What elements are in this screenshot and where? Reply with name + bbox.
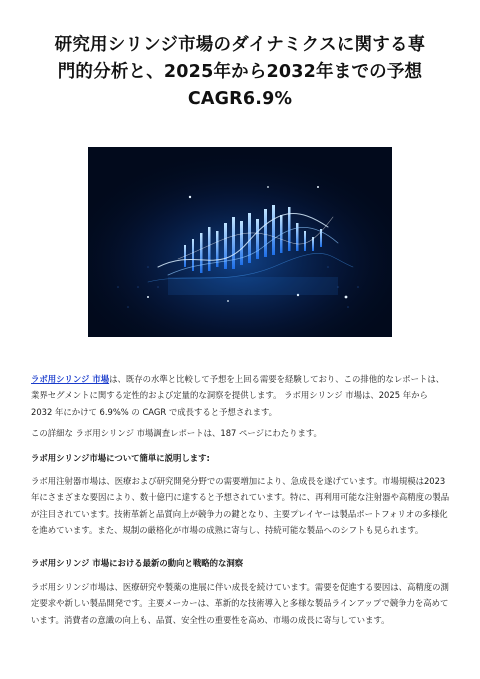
- title-line-1: 研究用シリンジ市場のダイナミクスに関する専: [54, 35, 426, 55]
- section-heading-overview: ラボ用シリンジ市場について簡単に説明します:: [31, 453, 210, 463]
- title-line-2: 門的分析と、2025年から2032年までの予想: [57, 62, 423, 82]
- pages-note: この詳細な ラボ用シリンジ 市場調査レポートは、187 ページにわたります。: [31, 428, 322, 438]
- financial-chart-image: [88, 147, 392, 337]
- title-line-3: CAGR6.9%: [187, 89, 293, 109]
- page-title: [28, 32, 452, 113]
- section-heading-trends: ラボ用シリンジ 市場における最新の動向と戦略的な洞察: [31, 558, 244, 568]
- intro-paragraph: [31, 371, 451, 420]
- hero-illustration: [88, 147, 392, 337]
- intro-text: は、既存の水準と比較して予想を上回る需要を経験しており、この排他的なレポートは、業界セグメントに関する定性的および定量的な洞察を提供します。 ラボ用シリンジ 市場は、2025 年から 2032 年にかけて 6.9%% の CAGR で成長すると予想されます。: [31, 374, 445, 417]
- market-report-link[interactable]: ラボ用シリンジ 市場: [31, 374, 110, 384]
- section-text-overview: ラボ用注射器市場は、医療および研究開発分野での需要増加により、急成長を遂げています。市場規模は2023年にさまざまな要因により、数十億円に達すると予想されています。特に、再利用可能な注射器や高精度の製品が注目されています。技術革新と品質向上が競争力の鍵となり、主要プレイヤーは製品ポートフォリオの多様化を進めています。また、規制の厳格化が市場の成熟に寄与し、持続可能な製品へのシフトも見られます。: [31, 476, 450, 536]
- section-text-trends: ラボ用シリンジ市場は、医療研究や製薬の進展に伴い成長を続けています。需要を促進する要因は、高精度の測定要求や新しい製品開発です。主要メーカーは、革新的な技術導入と多様な製品ラインアップで競争力を高めています。消費者の意識の向上も、品質、安全性の重要性を高め、市場の成長に寄与しています。: [31, 582, 449, 625]
